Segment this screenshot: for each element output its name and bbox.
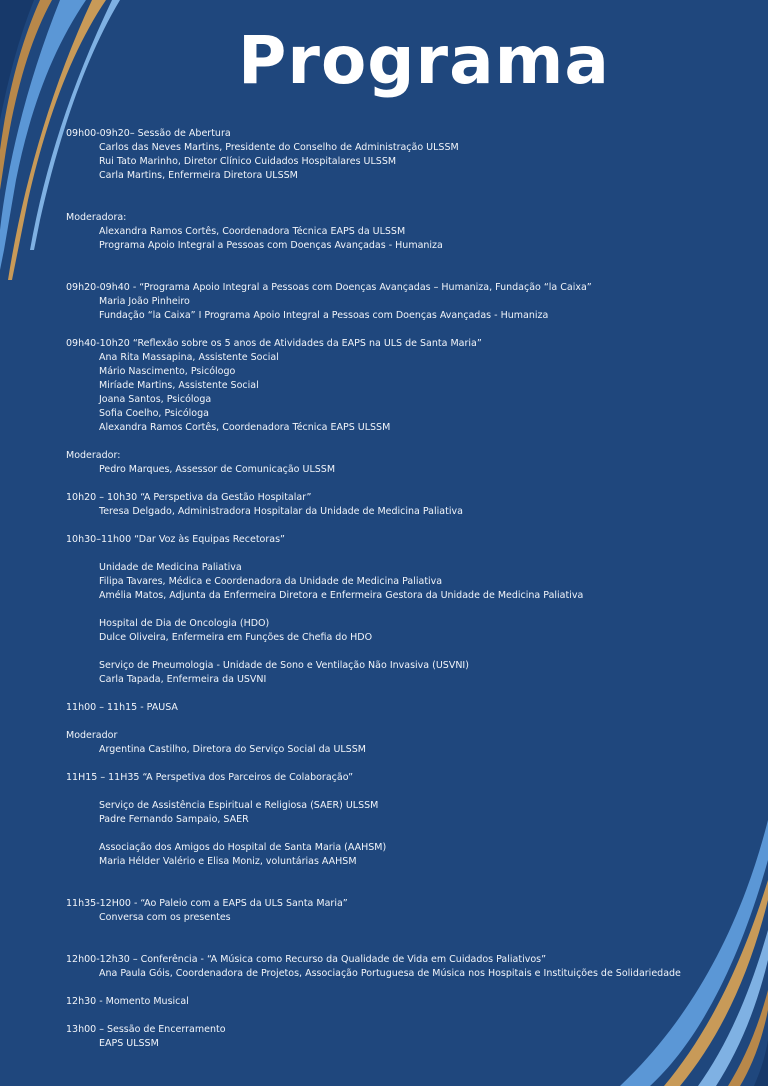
program-detail-line: Carlos das Neves Martins, Presidente do Conselho de Administração ULSSM [99,142,459,153]
program-heading-line: 09h40-10h20 “Reflexão sobre os 5 anos de Atividades da EAPS na ULS de Santa Maria” [66,338,482,349]
spacer [66,323,726,337]
spacer [66,183,726,211]
program-heading-line: Moderadora: [66,212,127,223]
spacer [66,253,726,281]
program-detail-line: Ana Paula Góis, Coordenadora de Projetos, Associação Portuguesa de Música nos Hospitais e Instituições de Solidariedade [99,968,681,979]
program-detail-line: Alexandra Ramos Cortês, Coordenadora Técnica EAPS da ULSSM [99,226,406,237]
program-detail-line: Argentina Castilho, Diretora do Serviço Social da ULSSM [99,744,366,755]
program-heading-line: Moderador: [66,450,121,461]
program-heading-line: Moderador [66,730,118,741]
spacer [66,645,726,659]
program-detail-line: Maria João Pinheiro [99,296,190,307]
spacer [66,435,726,449]
program-detail-line: Conversa com os presentes [99,912,231,923]
program-detail-line: Teresa Delgado, Administradora Hospitalar da Unidade de Medicina Paliativa [99,506,463,517]
spacer [66,1009,726,1023]
program-detail-line: Maria Hélder Valério e Elisa Moniz, voluntárias AAHSM [99,856,357,867]
program-heading-line: 10h30–11h00 “Dar Voz às Equipas Recetoras” [66,534,285,545]
spacer [66,687,726,701]
spacer [66,603,726,617]
program-detail-line: Amélia Matos, Adjunta da Enfermeira Diretora e Enfermeira Gestora da Unidade de Medicina Paliativa [99,590,584,601]
program-detail-line: Rui Tato Marinho, Diretor Clínico Cuidados Hospitalares ULSSM [99,156,397,167]
spacer [66,981,726,995]
program-detail-line: Hospital de Dia de Oncologia (HDO) [99,618,270,629]
program-heading-line: 12h00-12h30 – Conferência - “A Música como Recurso da Qualidade de Vida em Cuidados Paliativos” [66,954,547,965]
program-heading-line: 09h20-09h40 - “Programa Apoio Integral a Pessoas com Doenças Avançadas – Humaniza, Fundação “la Caixa” [66,282,592,293]
spacer [66,519,726,533]
program-detail-line: EAPS ULSSM [99,1038,159,1049]
program-detail-line: Carla Martins, Enfermeira Diretora ULSSM [99,170,298,181]
spacer [66,869,726,897]
spacer [66,925,726,953]
program-heading-line: 11h35-12H00 - “Ao Paleio com a EAPS da ULS Santa Maria” [66,898,348,909]
program-list [66,127,726,1051]
program-heading-line: 11H15 – 11H35 “A Perspetiva dos Parceiros de Colaboração” [66,772,354,783]
spacer [66,785,726,799]
program-detail-line: Associação dos Amigos do Hospital de Santa Maria (AAHSM) [99,842,387,853]
spacer [66,477,726,491]
program-heading-line: 11h00 – 11h15 - PAUSA [66,702,178,713]
spacer [66,715,726,729]
program-heading-line: 12h30 - Momento Musical [66,996,189,1007]
program-detail-line: Unidade de Medicina Paliativa [99,562,242,573]
program-detail-line: Serviço de Assistência Espiritual e Religiosa (SAER) ULSSM [99,800,379,811]
program-heading-line: 09h00-09h20– Sessão de Abertura [66,128,231,139]
program-detail-line: Sofia Coelho, Psicóloga [99,408,209,419]
program-detail-line: Pedro Marques, Assessor de Comunicação ULSSM [99,464,336,475]
program-heading-line: 10h20 – 10h30 “A Perspetiva da Gestão Hospitalar” [66,492,312,503]
program-detail-line: Fundação “la Caixa” I Programa Apoio Integral a Pessoas com Doenças Avançadas - Humaniza [99,310,549,321]
program-detail-line: Filipa Tavares, Médica e Coordenadora da Unidade de Medicina Paliativa [99,576,443,587]
program-detail-line: Miríade Martins, Assistente Social [99,380,259,391]
program-detail-line: Dulce Oliveira, Enfermeira em Funções de Chefia do HDO [99,632,373,643]
program-heading-line: 13h00 – Sessão de Encerramento [66,1024,226,1035]
program-detail-line: Joana Santos, Psicóloga [99,394,212,405]
page-title: Programa [238,22,610,99]
program-detail-line: Ana Rita Massapina, Assistente Social [99,352,279,363]
program-detail-line: Mário Nascimento, Psicólogo [99,366,236,377]
spacer [66,547,726,561]
spacer [66,827,726,841]
program-detail-line: Alexandra Ramos Cortês, Coordenadora Técnica EAPS ULSSM [99,422,391,433]
program-detail-line: Serviço de Pneumologia - Unidade de Sono e Ventilação Não Invasiva (USVNI) [99,660,469,671]
program-detail-line: Programa Apoio Integral a Pessoas com Doenças Avançadas - Humaniza [99,240,443,251]
program-detail-line: Carla Tapada, Enfermeira da USVNI [99,674,267,685]
spacer [66,757,726,771]
program-detail-line: Padre Fernando Sampaio, SAER [99,814,249,825]
